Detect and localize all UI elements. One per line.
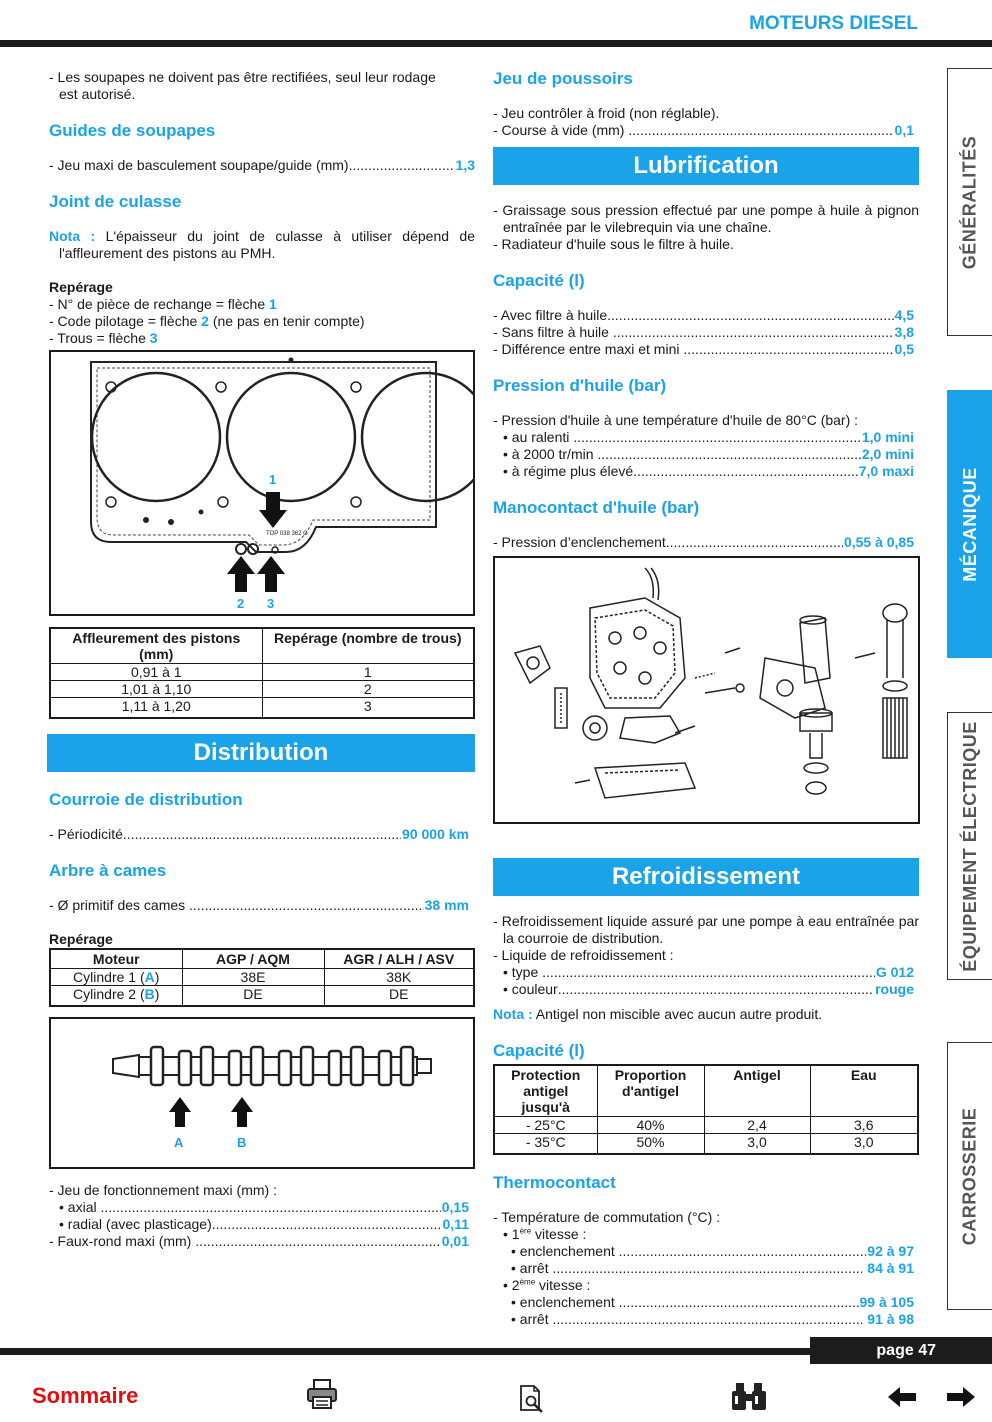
intro-line-1: - Les soupapes ne doivent pas être rectifiées, seul leur rodage xyxy=(49,69,436,85)
top-divider xyxy=(0,40,992,47)
reperage-cames-title: Repérage xyxy=(49,931,113,947)
piston-table xyxy=(49,627,475,719)
difference-row: - Différence entre maxi et mini ..... 0,5 xyxy=(493,341,914,358)
ralenti-row: • au ralenti ..... 1,0 mini xyxy=(493,429,914,446)
table-row: 0,91 à 1 1 xyxy=(50,664,474,681)
axial-row: • axial ..... 0,15 xyxy=(49,1199,469,1216)
avec-filtre-row: - Avec filtre à huile ..... 4,5 xyxy=(493,307,914,324)
tab-equipement-electrique[interactable]: ÉQUIPEMENT ÉLECTRIQUE xyxy=(947,712,992,980)
refroidissement-banner: Refroidissement xyxy=(493,858,919,896)
faux-rond-row: - Faux-rond maxi (mm) ..... 0,01 xyxy=(49,1233,469,1250)
lubrification-banner: Lubrification xyxy=(493,147,919,185)
sans-filtre-row: - Sans filtre à huile ..... 3,8 xyxy=(493,324,914,341)
arrow-right-icon[interactable] xyxy=(945,1385,977,1409)
vitesse-2-line: • 2ème vitesse : xyxy=(503,1277,591,1293)
reperage-line-3: - Trous = flèche 3 xyxy=(49,330,158,346)
mano-heading: Manocontact d'huile (bar) xyxy=(493,498,700,517)
type-row: • type ..... G 012 xyxy=(493,964,914,981)
camshaft-drawing xyxy=(51,1019,475,1167)
temp-line: - Température de commutation (°C) : xyxy=(493,1209,721,1225)
left-column xyxy=(49,69,475,1250)
table-row: Cylindre 1 (A) 38E 38K xyxy=(50,969,474,986)
t2000-row: • à 2000 tr/min ..... 2,0 mini xyxy=(493,446,914,463)
couleur-row: • couleur ..... rouge xyxy=(493,981,914,998)
gasket-drawing xyxy=(51,352,475,614)
jeu-title: - Jeu de fonctionnement maxi (mm) : xyxy=(49,1182,277,1198)
lub-capacite-heading: Capacité (l) xyxy=(493,271,585,290)
cam-label-b: B xyxy=(237,1135,247,1150)
tab-generalites[interactable]: GÉNÉRALITÉS xyxy=(947,68,992,336)
periodicite-value: 90 000 km xyxy=(402,826,469,842)
section-title: MOTEURS DIESEL xyxy=(749,13,918,34)
lubrif-p1: - Graissage sous pression effectué par une pompe à huile à pignon entraînée par le vilebrequin via une chaîne. xyxy=(493,202,919,235)
gasket-label-1: 1 xyxy=(269,472,277,487)
poussoirs-heading: Jeu de poussoirs xyxy=(493,69,633,88)
gasket-stamp: TOP 038 362 G xyxy=(266,531,308,537)
refroid-capacite-heading: Capacité (l) xyxy=(493,1041,585,1060)
eleve-row: • à régime plus élevé ..... 7,0 maxi xyxy=(493,463,914,480)
antigel-table: Protection antigel jusqu'à Proportion d'antigel Antigel Eau - 25°C 40% 2,4 3,6 - 35°C 50% 3,0 3,0 xyxy=(493,1064,919,1155)
piston-table-header-2: Repérage (nombre de trous) xyxy=(274,630,462,646)
joint-nota xyxy=(49,228,475,262)
diam-row: - Ø primitif des cames ..... 38 mm xyxy=(49,897,469,914)
guides-label: - Jeu maxi de basculement soupape/guide (mm) xyxy=(49,157,349,173)
guides-heading: Guides de soupapes xyxy=(49,121,216,140)
lubrication-drawing xyxy=(495,558,918,822)
reperage-line-1: - N° de pièce de rechange = flèche 1 xyxy=(49,296,277,312)
radial-row: • radial (avec plasticage) ..... 0,11 xyxy=(49,1216,469,1233)
binoculars-icon[interactable] xyxy=(730,1380,768,1412)
course-row: - Course à vide (mm) ..... 0,1 xyxy=(493,122,914,139)
joint-heading: Joint de culasse xyxy=(49,192,182,211)
vitesse-1-line: • 1ère vitesse : xyxy=(503,1226,587,1242)
cam-table: Moteur AGP / AQM AGR / ALH / ASV Cylindre 1 (A) 38E 38K Cylindre 2 (B) DE DE xyxy=(49,948,475,1007)
table-row: - 35°C 50% 3,0 3,0 xyxy=(494,1134,918,1155)
lubrif-p2: - Radiateur d'huile sous le filtre à huile. xyxy=(493,236,734,252)
cam-label-a: A xyxy=(174,1135,184,1150)
v2-enclenchement-row: • enclenchement ..... 99 à 105 xyxy=(493,1294,914,1311)
gasket-figure xyxy=(49,350,475,616)
table-row: 1,11 à 1,20 3 xyxy=(50,698,474,719)
printer-icon[interactable] xyxy=(305,1378,339,1410)
periodicite-row: - Périodicité ..... 90 000 km xyxy=(49,826,469,843)
nota-label: Nota : xyxy=(49,228,96,244)
pression-heading: Pression d'huile (bar) xyxy=(493,376,667,395)
v2-arret-row: • arrêt ..... 91 à 98 xyxy=(493,1311,914,1328)
tab-carrosserie[interactable]: CARROSSERIE xyxy=(947,1042,992,1310)
right-column xyxy=(493,69,919,1328)
pression-line: - Pression d'huile à une température d'huile de 80°C (bar) : xyxy=(493,412,859,428)
refroid-nota: Nota : Antigel non miscible avec aucun autre produit. xyxy=(493,1006,823,1022)
v1-enclenchement-row: • enclenchement ..... 92 à 97 xyxy=(493,1243,914,1260)
thermo-heading: Thermocontact xyxy=(493,1173,616,1192)
poussoirs-line: - Jeu contrôler à froid (non réglable). xyxy=(493,105,720,121)
page-number: page 47 xyxy=(810,1337,992,1364)
camshaft-figure xyxy=(49,1017,475,1169)
distribution-banner: Distribution xyxy=(47,734,475,772)
tab-mecanique[interactable]: MÉCANIQUE xyxy=(947,390,992,658)
enclenchement-row: - Pression d’enclenchement ..... 0,55 à 0,85 xyxy=(493,534,914,551)
v1-arret-row: • arrêt ..... 84 à 91 xyxy=(493,1260,914,1277)
liquide-line: - Liquide de refroidissement : xyxy=(493,947,674,963)
sommaire-link[interactable]: Sommaire xyxy=(32,1383,139,1408)
bottom-divider xyxy=(0,1348,810,1355)
search-document-icon[interactable] xyxy=(518,1384,546,1414)
courroie-heading: Courroie de distribution xyxy=(49,790,243,809)
piston-table-header-1: Affleurement des pistons (mm) xyxy=(50,628,262,664)
table-row: Cylindre 2 (B) DE DE xyxy=(50,986,474,1007)
nota-text: L'épaisseur du joint de culasse à utiliser dépend de l'affleurement des pistons au PMH. xyxy=(59,228,476,261)
gasket-label-2: 2 xyxy=(237,596,245,611)
lubrication-figure xyxy=(493,556,920,824)
refroid-p1: - Refroidissement liquide assuré par une pompe à eau entraînée par la courroie de distribution. xyxy=(493,913,919,946)
gasket-label-3: 3 xyxy=(267,596,275,611)
intro-line-2: est autorisé. xyxy=(59,86,136,102)
diam-value: 38 mm xyxy=(424,897,469,913)
reperage-title: Repérage xyxy=(49,279,113,295)
arrow-left-icon[interactable] xyxy=(886,1385,918,1409)
arbre-heading: Arbre à cames xyxy=(49,861,167,880)
guides-value: 1,3 xyxy=(455,157,475,173)
guides-row xyxy=(49,157,475,174)
table-row: - 25°C 40% 2,4 3,6 xyxy=(494,1117,918,1134)
reperage-line-2: - Code pilotage = flèche 2 (ne pas en tenir compte) xyxy=(49,313,365,329)
table-row: 1,01 à 1,10 2 xyxy=(50,681,474,698)
